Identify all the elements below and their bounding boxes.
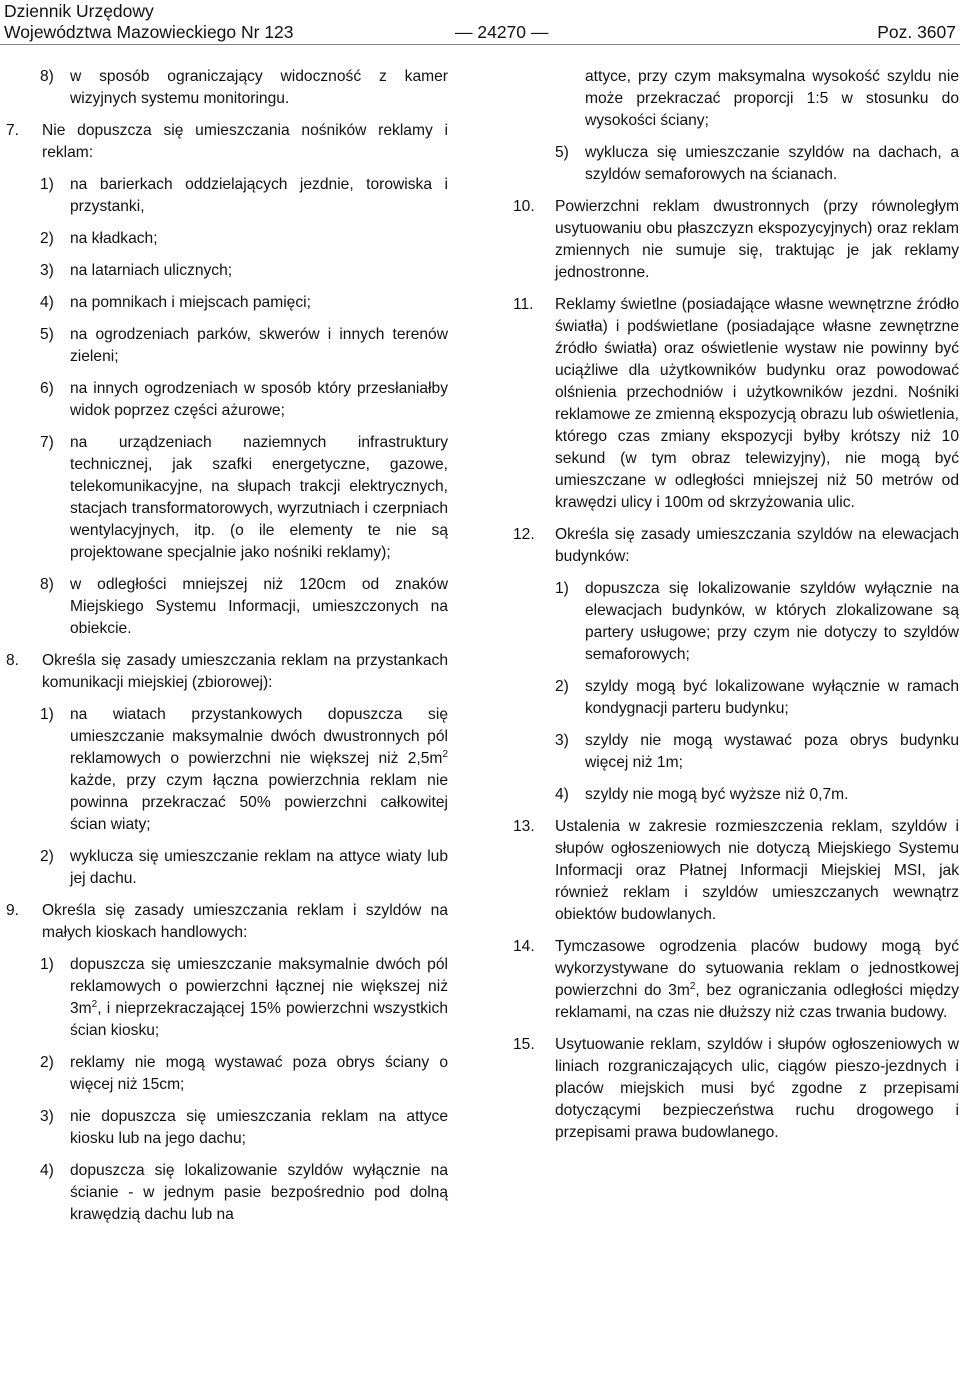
journal-title: Dziennik Urzędowy [4,1,154,21]
list-item: 3) na latarniach ulicznych; [40,262,233,279]
list-item: 5) wyklucza się umieszczanie szyldów na dachach, a szyldów semaforowych na ścianach. [555,144,959,183]
paragraph-11: 11. Reklamy świetlne (posiadające własne wewnętrzne źródło światła) i podświetlane (posiadające własne zewnętrzne źródło światła) oraz oświetlenie wystaw nie powinny być uciążliwe dla użytkowników budynku oraz powodować olśnienia przechodniów i użytkowników jezdni. Nośniki reklamowe ze zmienną ekspozycją obrazu lub oświetlenia, którego czas zmiany ekspozycji byłby krótszy niż 10 sekund (w tym obraz telewizyjny), nie mogą być umieszczane w odległości mniejszej niż 50 metrów od krawędzi ulicy i 100m od skrzyżowania ulic. [513,296,959,511]
list-item: 8) w odległości mniejszej niż 120cm od znaków Miejskiego Systemu Informacji, umieszczonych na obiekcie. [40,576,448,637]
paragraph-9: 9. Określa się zasady umieszczania reklam i szyldów na małych kioskach handlowych: [6,902,448,941]
list-item: 2) na kładkach; [40,230,158,247]
paragraph-14: 14. Tymczasowe ogrodzenia placów budowy mogą być wykorzystywane do sytuowania reklam o jednostkowej powierzchni do $3m^2$, bez ograniczania odległości między reklamami, na czas nie dłuższy niż czas trwania budowy. [513,938,959,1021]
paragraph-8: 8. Określa się zasady umieszczania reklam na przystankach komunikacji miejskiej (zbiorowej): [6,652,448,691]
list-item: 5) na ogrodzeniach parków, skwerów i innych terenów zieleni; [40,326,448,365]
list-item: 7) na urządzeniach naziemnych infrastruktury technicznej, jak szafki energetyczne, gazowe, telekomunikacyjne, na słupach trakcji elektrycznych, stacjach transformatorowych, wyrzutniach i czerpniach wentylacyjnych, itp. (o ile elementy te nie są projektowane specjalnie jako nośniki reklamy); [40,434,448,561]
left-column [6,66,448,1226]
list-item: 1) na wiatach przystankowych dopuszcza się umieszczanie maksymalnie dwóch dwustronnych pól reklamowych o powierzchni nie większej niż $2,5m^2$ każde, przy czym łączna powierzchnia reklam nie powinna przekraczać 50% powierzchni całkowitej ścian wiaty; [40,706,448,833]
list-item: 4) dopuszcza się lokalizowanie szyldów wyłącznie na ścianie - w jednym pasie bezpośrednio pod dolną krawędzią dachu lub na [40,1162,448,1223]
list-item: 1) na barierkach oddzielających jezdnie, torowiska i przystanki, [40,176,448,215]
continued-text: attyce, przy czym maksymalna wysokość szyldu nie może przekraczać proporcji 1:5 w stosunku do wysokości ściany; [585,68,959,129]
list-item: 4) na pomnikach i miejscach pamięci; [40,294,311,311]
journal-subtitle: Województwa Mazowieckiego Nr 123 [4,22,294,42]
position-number: Poz. 3607 [877,22,956,42]
paragraph-7: 7. Nie dopuszcza się umieszczania nośników reklamy i reklam: [6,122,448,161]
paragraph-10: 10. Powierzchni reklam dwustronnych (przy równoległym usytuowaniu obu płaszczyzn ekspozycyjnych) oraz reklam zmiennych nie sumuje się, traktując je jak reklamy jednostronne. [513,198,959,281]
list-item: 2) wyklucza się umieszczanie reklam na attyce wiaty lub jej dachu. [40,848,448,887]
list-item: 1) dopuszcza się umieszczanie maksymalnie dwóch pól reklamowych o powierzchni łącznej nie większej niż $3m^2$, i nieprzekraczającej 15% powierzchni wszystkich ścian kiosku; [40,956,448,1039]
list-item: 1) dopuszcza się lokalizowanie szyldów wyłącznie na elewacjach budynków, w których zlokalizowane są partery usługowe; przy czym nie dotyczy to szyldów semaforowych; [555,580,959,663]
paragraph-12: 12. Określa się zasady umieszczania szyldów na elewacjach budynków: [513,526,959,565]
list-item: 3) szyldy nie mogą wystawać poza obrys budynku więcej niż 1m; [555,732,959,771]
page-number: — 24270 — [455,22,549,42]
list-item: 6) na innych ogrodzeniach w sposób który przesłaniałby widok poprzez części ażurowe; [40,380,448,419]
header-rule [0,44,960,45]
list-item: 8) w sposób ograniczający widoczność z kamer wizyjnych systemu monitoringu. [40,68,448,107]
list-item: 3) nie dopuszcza się umieszczania reklam na attyce kiosku lub na jego dachu; [40,1108,448,1147]
list-item: 2) reklamy nie mogą wystawać poza obrys ściany o więcej niż 15cm; [40,1054,448,1093]
list-item: 2) szyldy mogą być lokalizowane wyłącznie w ramach kondygnacji parteru budynku; [555,678,959,717]
list-item: 4) szyldy nie mogą być wyższe niż 0,7m. [555,786,849,803]
paragraph-13: 13. Ustalenia w zakresie rozmieszczenia reklam, szyldów i słupów ogłoszeniowych nie dotyczą Miejskiego Systemu Informacji oraz Płatnej Informacji Miejskiej MSI, jak również reklam i szyldów umieszczanych wewnątrz obiektów budowlanych. [513,818,959,923]
right-column [513,66,959,1144]
page-header [0,0,960,46]
paragraph-15: 15. Usytuowanie reklam, szyldów i słupów ogłoszeniowych w liniach rozgraniczających ulic, ciągów pieszo-jezdnych i placów miejskich musi być zgodne z przepisami dotyczącymi bezpieczeństwa ruchu drogowego i przepisami prawa budowlanego. [513,1036,959,1141]
